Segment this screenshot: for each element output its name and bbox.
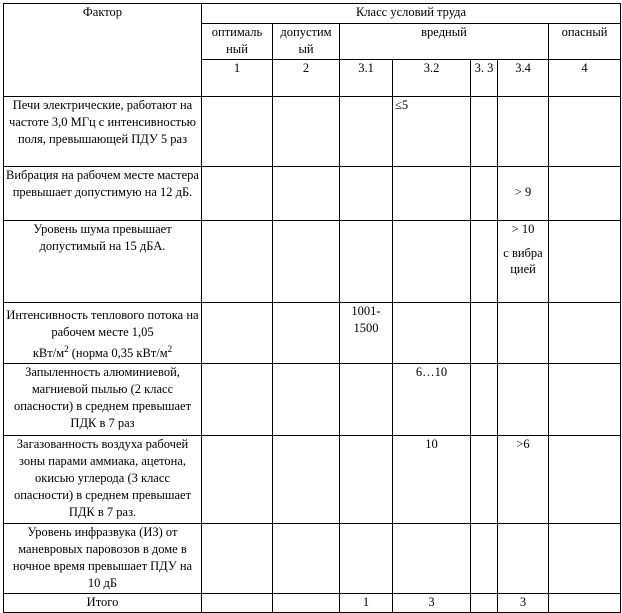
factor-header: Фактор	[4, 4, 202, 97]
dangerous-header: опасный	[549, 24, 621, 60]
factor-cell	[4, 303, 202, 364]
total-value: 3	[498, 594, 549, 613]
harmful-header: вредный	[340, 24, 549, 60]
value-cell: >6	[498, 436, 549, 524]
working-conditions-table	[3, 3, 621, 613]
num-3-4: 3.4	[498, 60, 549, 97]
header-row-1	[4, 4, 621, 24]
factor-cell: Загазованность воздуха рабочей зоны парами аммиака, ацетона, окисью углерода (3 класс опасности) в среднем превышает ПДК в 7 раз.	[4, 436, 202, 524]
table-row	[4, 97, 621, 167]
value-cell: 1001-1500	[340, 303, 393, 364]
total-row	[4, 594, 621, 613]
num-2: 2	[273, 60, 340, 97]
factor-norm: (норма 0,35 кВт/м	[68, 346, 168, 361]
value-cell: > 9	[498, 167, 549, 221]
permissible-header: допустим ый	[273, 24, 340, 60]
factor-cell: Печи электрические, работают на частоте 3,0 МГц с интенсивностью поля, превышающей ПДУ 5 раз	[4, 97, 202, 167]
num-1: 1	[202, 60, 273, 97]
factor-unit: кВт/м	[32, 346, 65, 361]
value-cell: 6…10	[393, 364, 471, 436]
factor-cell: Уровень инфразвука (ИЗ) от маневровых паровозов в доме в ночное время превышает ПДУ на 10 дБ	[4, 524, 202, 594]
table-row	[4, 436, 621, 524]
factor-cell: Уровень шума превышает допустимый на 15 дБА.	[4, 221, 202, 303]
num-4: 4	[549, 60, 621, 97]
value-cell: ≤5	[393, 97, 471, 167]
table-row	[4, 364, 621, 436]
value-cell: 10	[393, 436, 471, 524]
class-title-header: Класс условий труда	[202, 4, 621, 24]
total-value: 1	[340, 594, 393, 613]
value-note: с вибра цией	[503, 246, 543, 276]
table-row	[4, 524, 621, 594]
table-row	[4, 303, 621, 364]
factor-superscript: 2	[64, 344, 69, 354]
num-3-1: 3.1	[340, 60, 393, 97]
value-text: > 10	[511, 222, 535, 236]
factor-text: Интенсивность теплового потока на рабочем месте 1,05	[6, 308, 199, 339]
value-cell	[498, 221, 549, 303]
factor-superscript: 2	[167, 344, 173, 354]
num-3-2: 3.2	[393, 60, 471, 97]
factor-cell: Запыленность алюминиевой, магниевой пылью (2 класс опасности) в среднем превышает ПДК в 7 раз	[4, 364, 202, 436]
num-3-3: 3. 3	[471, 60, 498, 97]
table-row	[4, 221, 621, 303]
total-value: 3	[393, 594, 471, 613]
factor-cell: Вибрация на рабочем месте мастера превышает допустимую на 12 дБ.	[4, 167, 202, 221]
total-label: Итого	[4, 594, 202, 613]
table-row	[4, 167, 621, 221]
optimal-header: оптималь ный	[202, 24, 273, 60]
